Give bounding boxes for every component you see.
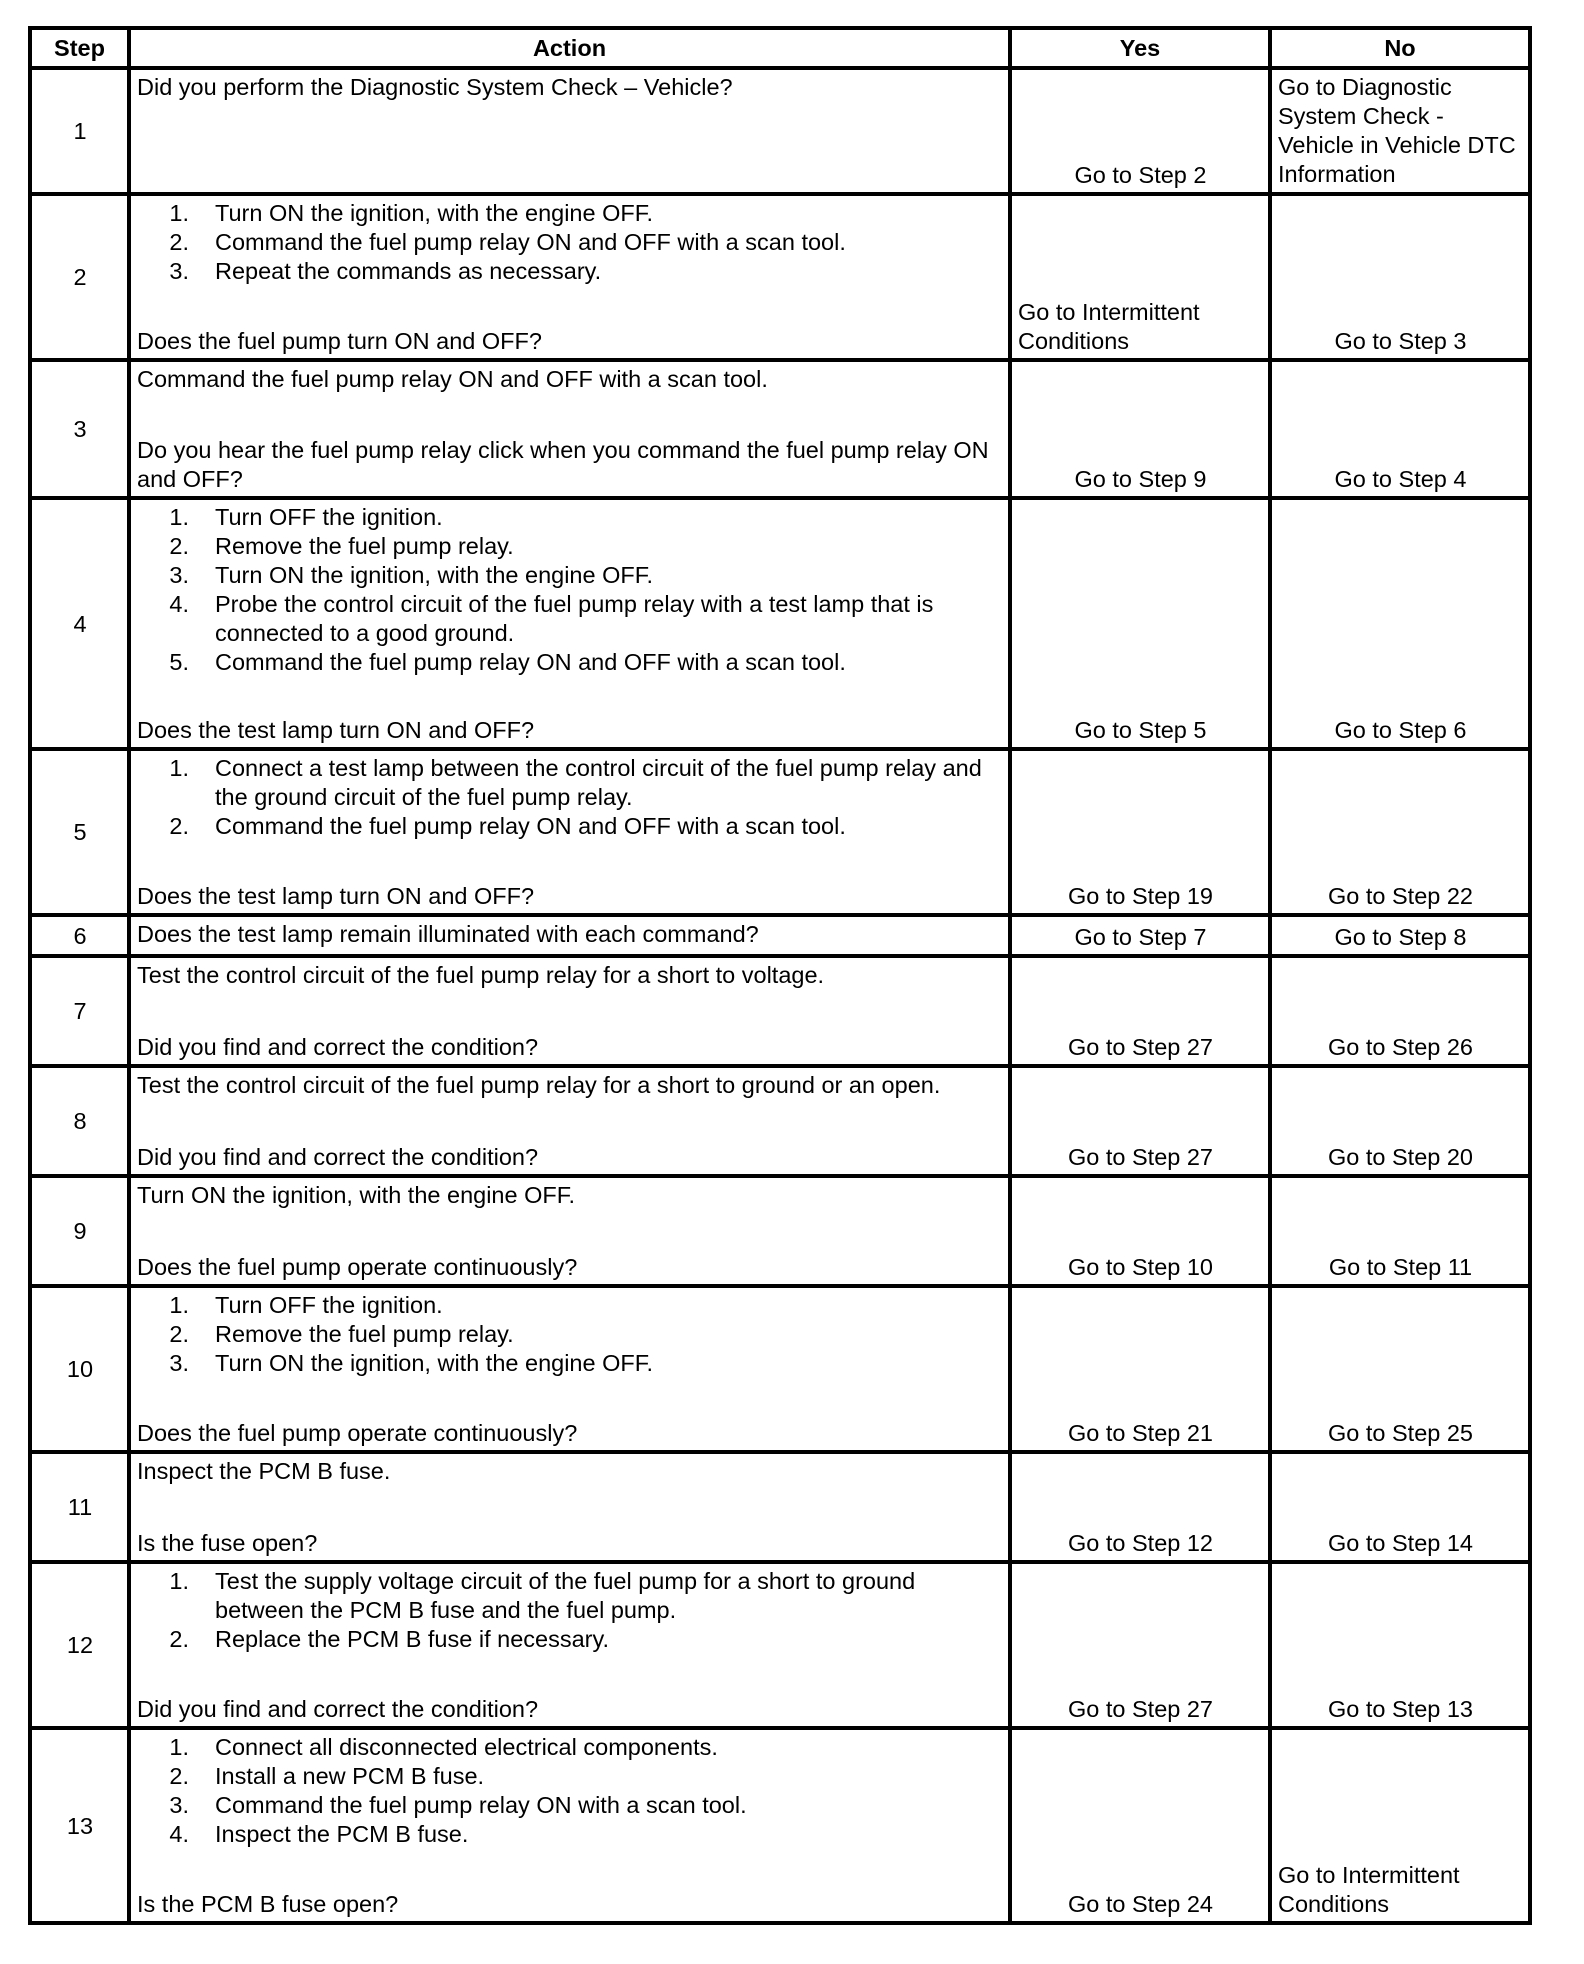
list-item (137, 1291, 1003, 1320)
action-cell (129, 956, 1010, 1066)
sub-step-number: 5. (169, 649, 189, 675)
sub-step-text: Probe the control circuit of the fuel pump relay with a test lamp that is connected to a good ground. (215, 591, 934, 646)
sub-step-number: 1. (169, 1734, 189, 1760)
sub-step-text: Remove the fuel pump relay. (215, 1321, 514, 1347)
table-row (30, 68, 1530, 194)
list-item (137, 199, 1003, 228)
action-cell (129, 1066, 1010, 1176)
question-text: Does the test lamp turn ON and OFF? (137, 883, 535, 909)
action-cell (129, 1286, 1010, 1452)
sub-step-number: 3. (169, 1350, 189, 1376)
yes-result: Go to Step 27 (1010, 1066, 1270, 1176)
sub-step-number: 3. (169, 1792, 189, 1818)
sub-step-text: Turn ON the ignition, with the engine OFF. (215, 562, 654, 588)
step-number: 13 (30, 1728, 129, 1923)
table-row (30, 194, 1530, 360)
sub-step-text: Turn OFF the ignition. (215, 504, 443, 530)
action-text: Test the control circuit of the fuel pump relay for a short to voltage. (137, 962, 825, 988)
question-text: Does the fuel pump operate continuously? (137, 1254, 578, 1280)
no-result: Go to Step 11 (1270, 1176, 1530, 1286)
table-row (30, 1286, 1530, 1452)
sub-step-text: Repeat the commands as necessary. (215, 258, 602, 284)
no-result: Go to Step 6 (1270, 498, 1530, 749)
sub-step-text: Replace the PCM B fuse if necessary. (215, 1626, 610, 1652)
sub-step-number: 2. (169, 813, 189, 839)
header-action: Action (129, 28, 1010, 68)
list-item (137, 1791, 1003, 1820)
list-item (137, 1820, 1003, 1849)
sub-step-number: 2. (169, 533, 189, 559)
sub-step-number: 1. (169, 1568, 189, 1594)
step-number: 9 (30, 1176, 129, 1286)
sub-step-text: Test the supply voltage circuit of the fuel pump for a short to ground between the PCM B fuse and the fuel pump. (215, 1568, 916, 1623)
yes-result: Go to Step 9 (1010, 360, 1270, 498)
table-row (30, 1066, 1530, 1176)
table-row (30, 498, 1530, 749)
sub-step-text: Command the fuel pump relay ON and OFF with a scan tool. (215, 813, 846, 839)
yes-result: Go to Intermittent Conditions (1010, 194, 1270, 360)
sub-step-number: 1. (169, 504, 189, 530)
action-cell (129, 1562, 1010, 1728)
question-text: Does the fuel pump operate continuously? (137, 1420, 578, 1446)
list-item (137, 532, 1003, 561)
yes-result: Go to Step 2 (1010, 68, 1270, 194)
step-number: 12 (30, 1562, 129, 1728)
diagnostic-table (28, 26, 1532, 1925)
sub-step-number: 3. (169, 258, 189, 284)
no-result: Go to Step 8 (1270, 915, 1530, 956)
step-number: 8 (30, 1066, 129, 1176)
sub-step-text: Turn OFF the ignition. (215, 1292, 443, 1318)
yes-result: Go to Step 5 (1010, 498, 1270, 749)
yes-result: Go to Step 12 (1010, 1452, 1270, 1562)
no-result: Go to Step 4 (1270, 360, 1530, 498)
action-text: Did you perform the Diagnostic System Check – Vehicle? (137, 74, 733, 100)
list-item (137, 754, 1003, 812)
sub-step-list (137, 754, 1003, 841)
sub-step-list (137, 1567, 1003, 1654)
sub-step-number: 2. (169, 229, 189, 255)
table-row (30, 360, 1530, 498)
list-item (137, 561, 1003, 590)
table-row (30, 956, 1530, 1066)
yes-result: Go to Step 27 (1010, 956, 1270, 1066)
list-item (137, 1733, 1003, 1762)
yes-result: Go to Step 24 (1010, 1728, 1270, 1923)
action-cell (129, 1452, 1010, 1562)
sub-step-text: Turn ON the ignition, with the engine OFF. (215, 200, 654, 226)
action-text: Turn ON the ignition, with the engine OFF. (137, 1182, 576, 1208)
sub-step-number: 1. (169, 1292, 189, 1318)
no-result: Go to Step 3 (1270, 194, 1530, 360)
list-item (137, 228, 1003, 257)
question-text: Is the fuse open? (137, 1530, 318, 1556)
step-number: 6 (30, 915, 129, 956)
no-result: Go to Intermittent Conditions (1270, 1728, 1530, 1923)
sub-step-number: 4. (169, 1821, 189, 1847)
question-text: Did you find and correct the condition? (137, 1034, 539, 1060)
no-result: Go to Step 26 (1270, 956, 1530, 1066)
table-row (30, 1728, 1530, 1923)
step-number: 4 (30, 498, 129, 749)
sub-step-text: Connect all disconnected electrical components. (215, 1734, 718, 1760)
question-text: Do you hear the fuel pump relay click when you command the fuel pump relay ON and OFF? (137, 437, 989, 492)
list-item (137, 257, 1003, 286)
sub-step-number: 2. (169, 1626, 189, 1652)
step-number: 2 (30, 194, 129, 360)
list-item (137, 1567, 1003, 1625)
sub-step-text: Connect a test lamp between the control circuit of the fuel pump relay and the ground circuit of the fuel pump relay. (215, 755, 982, 810)
no-result: Go to Step 13 (1270, 1562, 1530, 1728)
yes-result: Go to Step 10 (1010, 1176, 1270, 1286)
sub-step-list (137, 1291, 1003, 1378)
sub-step-number: 3. (169, 562, 189, 588)
yes-result: Go to Step 19 (1010, 749, 1270, 915)
step-number: 10 (30, 1286, 129, 1452)
action-text: Does the test lamp remain illuminated with each command? (137, 921, 759, 947)
action-cell (129, 915, 1010, 956)
list-item (137, 1762, 1003, 1791)
list-item (137, 1349, 1003, 1378)
action-cell (129, 1176, 1010, 1286)
action-cell (129, 498, 1010, 749)
question-text: Does the test lamp turn ON and OFF? (137, 717, 535, 743)
action-text: Test the control circuit of the fuel pump relay for a short to ground or an open. (137, 1072, 941, 1098)
list-item (137, 1625, 1003, 1654)
header-no: No (1270, 28, 1530, 68)
yes-result: Go to Step 21 (1010, 1286, 1270, 1452)
header-step: Step (30, 28, 129, 68)
action-text: Command the fuel pump relay ON and OFF with a scan tool. (137, 366, 768, 392)
sub-step-number: 1. (169, 200, 189, 226)
table-row (30, 1562, 1530, 1728)
action-cell (129, 1728, 1010, 1923)
action-cell (129, 194, 1010, 360)
yes-result: Go to Step 27 (1010, 1562, 1270, 1728)
no-result: Go to Step 20 (1270, 1066, 1530, 1176)
sub-step-number: 2. (169, 1321, 189, 1347)
no-result: Go to Step 25 (1270, 1286, 1530, 1452)
header-row (30, 28, 1530, 68)
yes-result: Go to Step 7 (1010, 915, 1270, 956)
sub-step-list (137, 503, 1003, 677)
question-text: Is the PCM B fuse open? (137, 1891, 399, 1917)
question-text: Did you find and correct the condition? (137, 1144, 539, 1170)
list-item (137, 812, 1003, 841)
step-number: 5 (30, 749, 129, 915)
list-item (137, 590, 1003, 648)
action-cell (129, 68, 1010, 194)
question-text: Does the fuel pump turn ON and OFF? (137, 328, 542, 354)
table-row (30, 1452, 1530, 1562)
step-number: 3 (30, 360, 129, 498)
sub-step-number: 1. (169, 755, 189, 781)
table-row (30, 1176, 1530, 1286)
list-item (137, 648, 1003, 677)
sub-step-text: Inspect the PCM B fuse. (215, 1821, 469, 1847)
no-result: Go to Step 22 (1270, 749, 1530, 915)
sub-step-text: Command the fuel pump relay ON and OFF with a scan tool. (215, 229, 846, 255)
list-item (137, 503, 1003, 532)
sub-step-list (137, 199, 1003, 286)
sub-step-text: Install a new PCM B fuse. (215, 1763, 485, 1789)
action-text: Inspect the PCM B fuse. (137, 1458, 391, 1484)
sub-step-text: Command the fuel pump relay ON and OFF with a scan tool. (215, 649, 846, 675)
step-number: 7 (30, 956, 129, 1066)
table-row (30, 915, 1530, 956)
no-result: Go to Diagnostic System Check - Vehicle in Vehicle DTC Information (1270, 68, 1530, 194)
sub-step-number: 4. (169, 591, 189, 617)
sub-step-list (137, 1733, 1003, 1849)
sub-step-text: Remove the fuel pump relay. (215, 533, 514, 559)
sub-step-text: Turn ON the ignition, with the engine OFF. (215, 1350, 654, 1376)
no-result: Go to Step 14 (1270, 1452, 1530, 1562)
question-text: Did you find and correct the condition? (137, 1696, 539, 1722)
step-number: 1 (30, 68, 129, 194)
header-yes: Yes (1010, 28, 1270, 68)
step-number: 11 (30, 1452, 129, 1562)
sub-step-number: 2. (169, 1763, 189, 1789)
action-cell (129, 360, 1010, 498)
table-row (30, 749, 1530, 915)
action-cell (129, 749, 1010, 915)
sub-step-text: Command the fuel pump relay ON with a scan tool. (215, 1792, 747, 1818)
list-item (137, 1320, 1003, 1349)
